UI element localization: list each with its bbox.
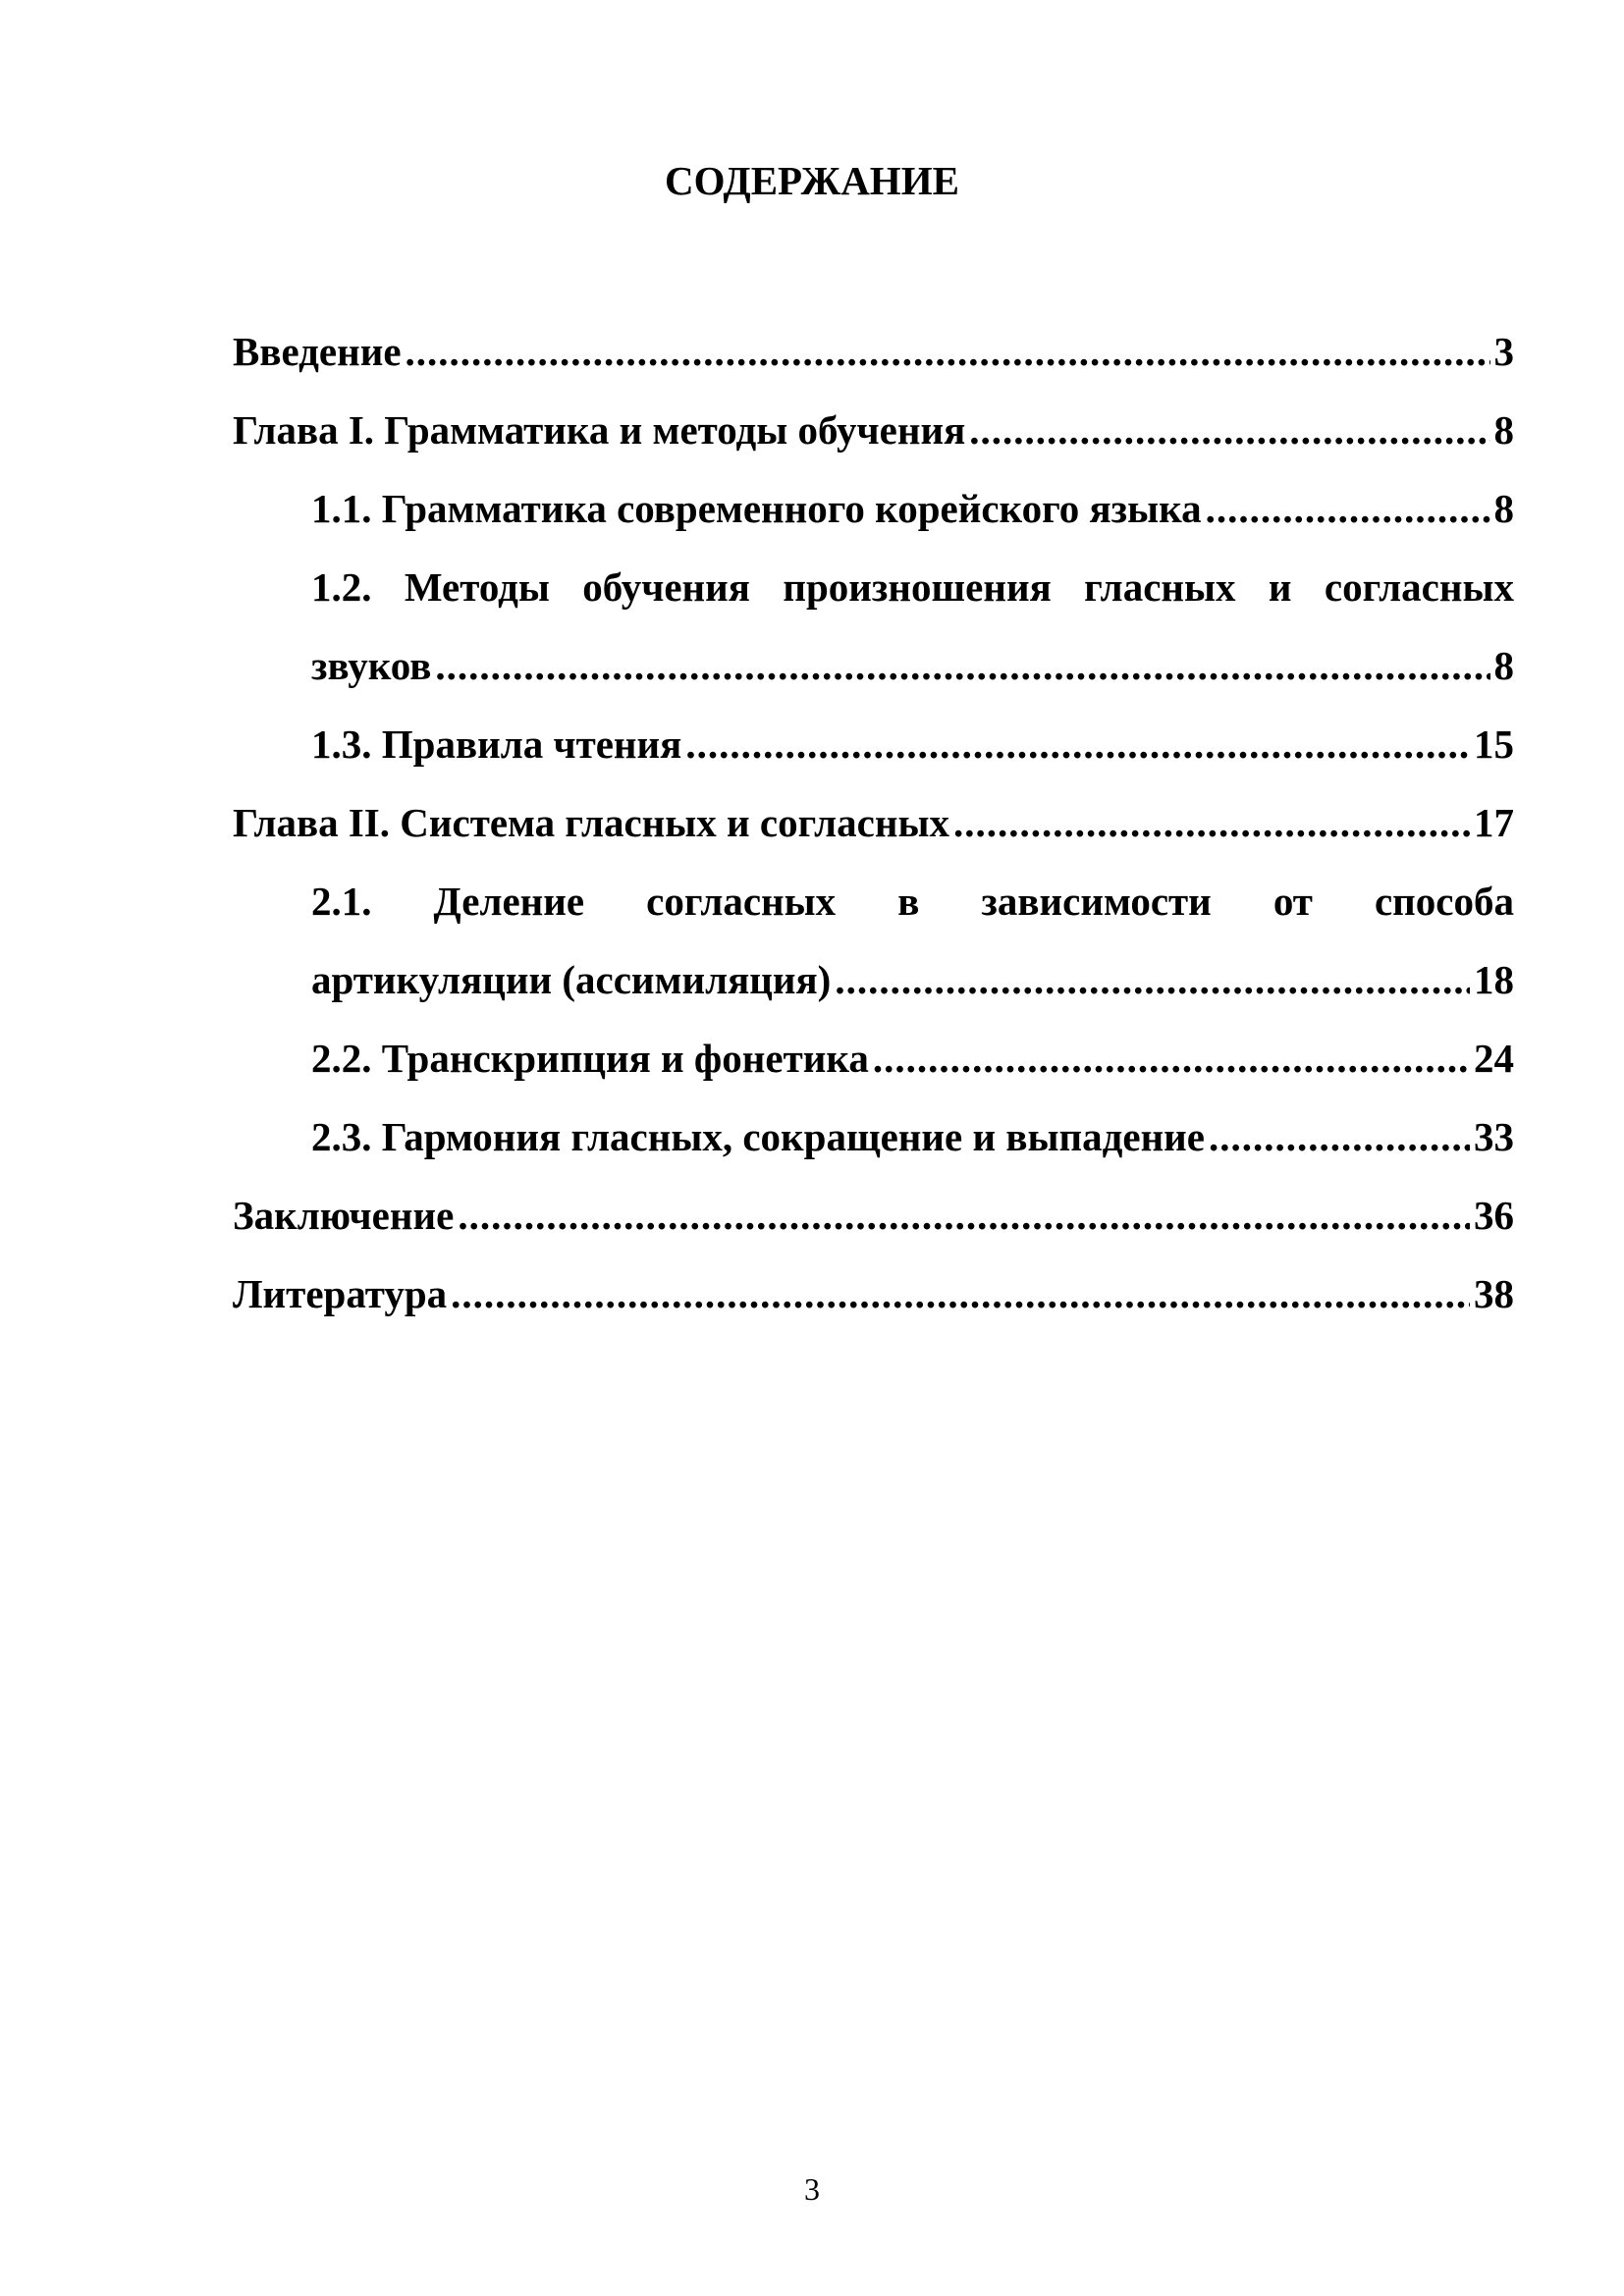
toc-entry-page: 8 xyxy=(1493,643,1514,688)
toc-entry-conclusion[interactable] xyxy=(233,1176,1514,1255)
dot-leader xyxy=(1209,1097,1470,1176)
toc-entry-label: Глава II. Система гласных и согласных xyxy=(233,800,949,845)
toc-entry-label: 2.3. Гармония гласных, сокращение и выпадение xyxy=(311,1114,1206,1159)
toc-entry-label-line1: 2.1. Деление согласных в зависимости от способа xyxy=(311,879,1514,924)
toc-entry-page: 15 xyxy=(1474,721,1514,767)
toc-entry-page: 38 xyxy=(1474,1271,1514,1316)
toc-entry-label: артикуляции (ассимиляция) xyxy=(311,957,832,1002)
dot-leader xyxy=(873,1019,1470,1097)
dot-leader xyxy=(953,783,1470,862)
toc-entry-page: 8 xyxy=(1493,407,1514,453)
dot-leader xyxy=(969,391,1489,469)
dot-leader xyxy=(835,940,1470,1019)
dot-leader xyxy=(406,312,1490,391)
dot-leader xyxy=(685,705,1470,783)
toc-entry-page: 18 xyxy=(1474,957,1514,1002)
dot-leader xyxy=(458,1176,1470,1255)
toc-entry-references[interactable] xyxy=(233,1255,1514,1333)
toc-entry-section-2-2[interactable] xyxy=(233,1019,1514,1097)
page-number: 3 xyxy=(804,2171,820,2207)
table-of-contents xyxy=(233,312,1514,1333)
dot-leader xyxy=(435,626,1489,705)
toc-entry-section-1-1[interactable] xyxy=(233,469,1514,548)
toc-entry-label: Глава I. Грамматика и методы обучения xyxy=(233,407,966,453)
toc-entry-page: 24 xyxy=(1474,1036,1514,1081)
page-title: СОДЕРЖАНИЕ xyxy=(665,158,959,203)
toc-entry-chapter-2[interactable] xyxy=(233,783,1514,862)
toc-entry-section-1-2[interactable] xyxy=(233,548,1514,705)
toc-entry-page: 3 xyxy=(1493,329,1514,374)
toc-entry-section-1-3[interactable] xyxy=(233,705,1514,783)
toc-entry-page: 17 xyxy=(1474,800,1514,845)
toc-entry-label: 1.3. Правила чтения xyxy=(311,721,682,767)
toc-entry-chapter-1[interactable] xyxy=(233,391,1514,469)
toc-entry-section-2-3[interactable] xyxy=(233,1097,1514,1176)
toc-entry-label-line1: 1.2. Методы обучения произношения гласных и согласных xyxy=(311,564,1514,610)
toc-entry-introduction[interactable] xyxy=(233,312,1514,391)
toc-entry-label: Литература xyxy=(233,1271,448,1316)
toc-entry-page: 8 xyxy=(1493,486,1514,531)
dot-leader xyxy=(1206,469,1490,548)
dot-leader xyxy=(451,1255,1470,1333)
toc-entry-label: 2.2. Транскрипция и фонетика xyxy=(311,1036,869,1081)
toc-entry-section-2-1[interactable] xyxy=(233,862,1514,1019)
toc-entry-page: 36 xyxy=(1474,1193,1514,1238)
toc-entry-label: Введение xyxy=(233,329,402,374)
toc-entry-label: Заключение xyxy=(233,1193,455,1238)
toc-entry-label: 1.1. Грамматика современного корейского языка xyxy=(311,486,1202,531)
toc-entry-label: звуков xyxy=(311,643,432,688)
toc-entry-page: 33 xyxy=(1474,1114,1514,1159)
